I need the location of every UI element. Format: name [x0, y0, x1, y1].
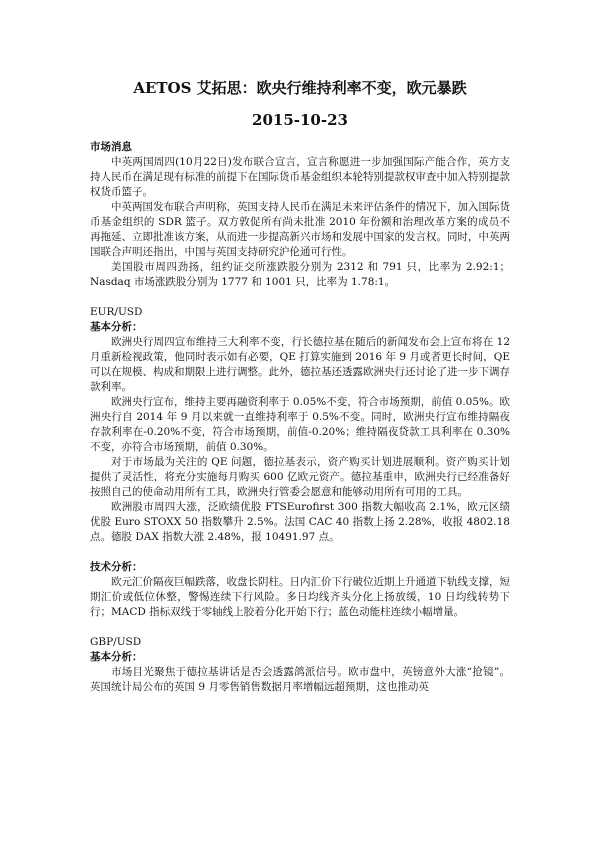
eurusd-technical-heading: 技术分析： [90, 561, 143, 573]
eurusd-fundamental-heading: 基本分析： [90, 321, 143, 333]
spacer [90, 290, 510, 305]
eurusd-pair-label: EUR/USD [90, 306, 143, 318]
eurusd-fundamental-paragraph: 对于市场最为关注的 QE 问题，德拉基表示，资产购买计划进展顺利。资产购买计划提供了灵活性，将充分实施每月购买 600 亿欧元资产。德拉基重申，欧洲央行已经准备好按照自己的使命动用所有工具，欧洲央行管委会愿意和能够动用所有可用的工具。 [90, 456, 510, 498]
gbpusd-fundamental-paragraph: 市场目光聚焦于德拉基讲话是否会透露鸽派信号。欧市盘中，英镑意外大涨“抢镜”。英国统计局公布的英国 9 月零售销售数据月率增幅远超预期，这也推动英 [90, 666, 510, 693]
spacer [90, 545, 510, 560]
eurusd-section [90, 305, 510, 620]
market-news-paragraph: 中英两国周四(10月22日)发布联合宣言，宣言称愿进一步加强国际产能合作，英方支持人民币在满足现有标准的前提下在国际货币基金组织本轮特别提款权审查中加入特别提款权货币篮子。 [90, 156, 510, 198]
gbpusd-fundamental-heading: 基本分析： [90, 651, 143, 663]
document-page [90, 78, 510, 695]
spacer [90, 620, 510, 635]
eurusd-technical-paragraph: 欧元汇价隔夜巨幅跌落，收盘长阴柱。日内汇价下行破位近期上升通道下轨线支撑，短期汇价或低位休整，警惕连续下行风险。多日均线齐头分化上扬放缓，10 日均线转势下行；MACD 指标双线于零轴线上胶着分化开始下行；蓝色动能柱连续小幅增量。 [90, 576, 510, 618]
gbpusd-section [90, 635, 510, 695]
gbpusd-pair-label: GBP/USD [90, 636, 142, 648]
eurusd-fundamental-paragraph: 欧洲央行宣布，维持主要再融资利率于 0.05%不变，符合市场预期，前值 0.05%。欧洲央行自 2014 年 9 月以来就一直维持利率于 0.5%不变。同时，欧洲央行宣布维持隔夜存款利率在-0.20%不变，符合市场预期，前值-0.20%；维持隔夜贷款工具利率在 0.30%不变，亦符合市场预期，前值 0.30%。 [90, 396, 510, 453]
market-news-heading: 市场消息 [90, 141, 132, 153]
market-news-paragraph: 美国股市周四劲扬，纽约证交所涨跌股分别为 2312 和 791 只，比率为 2.92:1；Nasdaq 市场涨跌股分别为 1777 和 1001 只，比率为 1.78:1。 [90, 261, 510, 288]
document-date: 2015-10-23 [252, 111, 348, 129]
document-title: AETOS 艾拓思：欧央行维持利率不变，欧元暴跌 [133, 79, 467, 97]
eurusd-fundamental-paragraph: 欧洲股市周四大涨，泛欧绩优股 FTSEurofirst 300 指数大幅收高 2.1%，欧元区绩优股 Euro STOXX 50 指数攀升 2.5%。法国 CAC 40 指数上扬 2.28%，收报 4802.18 点。德股 DAX 指数大涨 2.48%，报 10491.97 点。 [90, 501, 510, 543]
eurusd-fundamental-paragraph: 欧洲央行周四宣布维持三大利率不变，行长德拉基在随后的新闻发布会上宣布将在 12 月重新检视政策，他同时表示如有必要，QE 打算实施到 2016 年 9 月或者更长时间，QE 可以在规模、构成和期限上进行调整。此外，德拉基还透露欧洲央行还讨论了进一步下调存款利率。 [90, 336, 510, 393]
market-news-paragraph: 中英两国发布联合声明称，英国支持人民币在满足未来评估条件的情况下，加入国际货币基金组织的 SDR 篮子。双方敦促所有尚未批准 2010 年份额和治理改革方案的成员不再拖延、立即批准该方案，从而进一步提高新兴市场和发展中国家的发言权。同时，中英两国联合声明还指出，中国与英国支持研究沪伦通可行性。 [90, 201, 510, 258]
market-news-section [90, 140, 510, 290]
